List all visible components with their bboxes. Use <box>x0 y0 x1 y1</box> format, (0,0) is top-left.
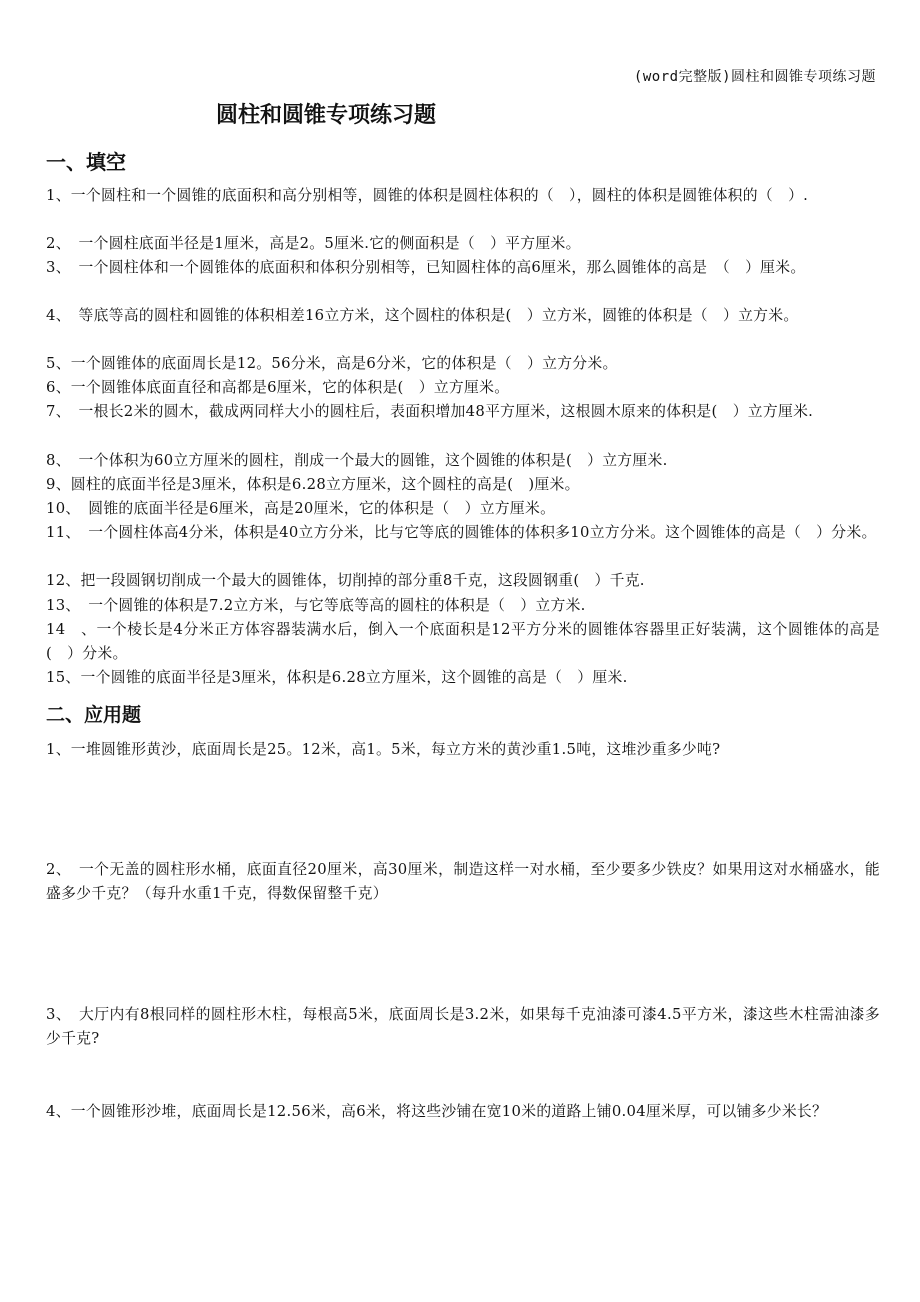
section-title-application: 二、应用题 <box>46 704 142 726</box>
fill-question-8: 8、 一个体积为60立方厘米的圆柱，削成一个最大的圆锥，这个圆锥的体积是( ）立方厘米. <box>46 452 668 469</box>
document-title: 圆柱和圆锥专项练习题 <box>216 103 437 128</box>
fill-question-13: 13、 一个圆锥的体积是7.2立方米，与它等底等高的圆柱的体积是（ ）立方米. <box>46 597 586 614</box>
fill-question-2: 2、 一个圆柱底面半径是1厘米，高是2。5厘米.它的侧面积是（ ）平方厘米。 <box>46 235 581 252</box>
fill-question-15: 15、一个圆锥的底面半径是3厘米，体积是6.28立方厘米，这个圆锥的高是（ ）厘米. <box>46 669 628 686</box>
fill-question-6: 6、一个圆锥体底面直径和高都是6厘米，它的体积是( ）立方厘米。 <box>46 379 510 396</box>
application-question-2: 2、 一个无盖的圆柱形水桶，底面直径20厘米，高30厘米，制造这样一对水桶，至少要多少铁皮？如果用这对水桶盛水，能盛多少千克？（每升水重1千克，得数保留整千克） <box>46 861 880 902</box>
fill-question-11: 11、 一个圆柱体高4分米，体积是40立方分米，比与它等底的圆锥体的体积多10立方分米。这个圆锥体的高是（ ）分米。 <box>46 524 877 541</box>
fill-question-12: 12、把一段圆钢切削成一个最大的圆锥体，切削掉的部分重8千克，这段圆钢重( ）千克. <box>46 572 645 589</box>
section-title-fill-in: 一、填空 <box>46 150 126 174</box>
header-note: (word完整版)圆柱和圆锥专项练习题 <box>633 69 876 85</box>
fill-question-7: 7、 一根长2米的圆木，截成两同样大小的圆柱后，表面积增加48平方厘米，这根圆木原来的体积是( ）立方厘米. <box>46 403 814 420</box>
fill-question-14: 14 、一个棱长是4分米正方体容器装满水后，倒入一个底面积是12平方分米的圆锥体容器里正好装满，这个圆锥体的高是( ）分米。 <box>46 621 880 662</box>
application-question-1: 1、一堆圆锥形黄沙，底面周长是25。12米，高1。5米，每立方米的黄沙重1.5吨，这堆沙重多少吨? <box>46 741 721 758</box>
application-question-4: 4、一个圆锥形沙堆，底面周长是12.56米，高6米，将这些沙铺在宽10米的道路上铺0.04厘米厚，可以铺多少米长？ <box>46 1103 828 1120</box>
fill-question-5: 5、一个圆锥体的底面周长是12。56分米，高是6分米，它的体积是（ ）立方分米。 <box>46 355 618 372</box>
fill-question-10: 10、 圆锥的底面半径是6厘米，高是20厘米，它的体积是（ ）立方厘米。 <box>46 500 556 517</box>
fill-question-9: 9、圆柱的底面半径是3厘米，体积是6.28立方厘米，这个圆柱的高是( )厘米。 <box>46 476 580 493</box>
application-question-3: 3、 大厅内有8根同样的圆柱形木柱，每根高5米，底面周长是3.2米，如果每千克油漆可漆4.5平方米，漆这些木柱需油漆多少千克? <box>46 1006 880 1047</box>
fill-question-4: 4、 等底等高的圆柱和圆锥的体积相差16立方米，这个圆柱的体积是( ）立方米，圆锥的体积是（ ）立方米。 <box>46 307 799 324</box>
fill-question-1: 1、一个圆柱和一个圆锥的底面积和高分别相等，圆锥的体积是圆柱体积的（ ），圆柱的体积是圆锥体积的（ ）. <box>46 187 809 204</box>
fill-question-3: 3、 一个圆柱体和一个圆锥体的底面积和体积分别相等，已知圆柱体的高6厘米，那么圆锥体的高是 （ ）厘米。 <box>46 259 806 276</box>
